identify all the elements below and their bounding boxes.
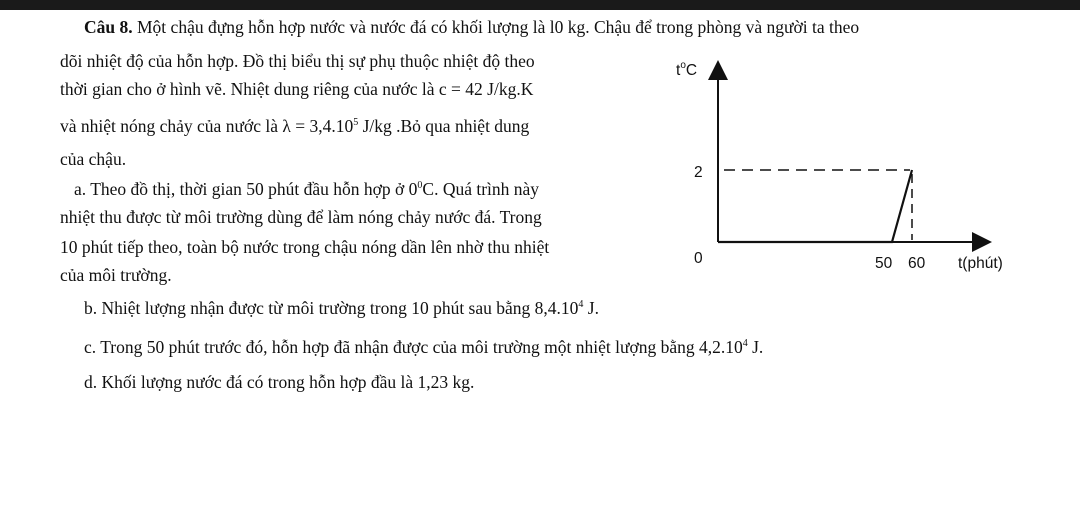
specific-heat-text: thời gian cho ở hình vẽ. Nhiệt dung riêng của nước là xyxy=(60,79,435,99)
degree-sign: 0 xyxy=(417,180,423,191)
part-c-value: 4,2.10 xyxy=(698,337,743,357)
latent-heat-exponent: 5 xyxy=(353,117,359,128)
latent-heat-text: và nhiệt nóng chảy của nước là xyxy=(60,116,278,136)
x-axis-label: t(phút) xyxy=(958,255,1003,272)
part-c-unit: J. xyxy=(752,337,764,357)
question-label: Câu 8. xyxy=(84,17,133,37)
part-a-line-1 xyxy=(74,178,539,200)
specific-heat-formula: c = 42 J/kg.K xyxy=(438,79,534,99)
part-d: d. Khối lượng nước đá có trong hỗn hợp đầu là 1,23 kg. xyxy=(84,372,475,392)
part-a-temperature: 0 xyxy=(408,179,418,199)
part-b-value: 8,4.10 xyxy=(534,298,579,318)
temperature-curve xyxy=(718,170,912,242)
latent-heat-unit: J/kg .Bỏ qua nhiệt dung xyxy=(362,116,530,136)
part-a-unit: C. Quá trình này xyxy=(422,179,540,199)
question-line-1 xyxy=(84,16,859,38)
graph-svg xyxy=(660,52,1060,282)
part-b-unit: J. xyxy=(587,298,599,318)
x-tick-60: 60 xyxy=(908,255,926,272)
part-b-text: b. Nhiệt lượng nhận được từ môi trường trong 10 phút sau bằng xyxy=(84,298,531,318)
part-c-text: c. Trong 50 phút trước đó, hỗn hợp đã nhận được của môi trường một nhiệt lượng bằng xyxy=(84,337,695,357)
temperature-time-graph xyxy=(660,52,1060,282)
part-a-line-3: 10 phút tiếp theo, toàn bộ nước trong chậu nóng dần lên nhờ thu nhiệt xyxy=(60,237,550,257)
question-line-4 xyxy=(60,115,529,137)
latent-heat-formula: λ = 3,4.10 xyxy=(282,116,354,136)
question-line-2: dõi nhiệt độ của hỗn hợp. Đồ thị biểu thị sự phụ thuộc nhiệt độ theo xyxy=(60,51,535,71)
part-a-line-4: của môi trường. xyxy=(60,265,172,285)
question-line-5: của chậu. xyxy=(60,149,127,169)
top-bar xyxy=(0,0,1080,10)
question-intro-text: Một chậu đựng hỗn hợp nước và nước đá có khối lượng là l0 kg. Chậu để trong phòng và người ta theo xyxy=(137,17,860,37)
x-tick-50: 50 xyxy=(875,255,893,272)
y-tick-2: 2 xyxy=(694,164,703,181)
part-b-exponent: 4 xyxy=(578,299,584,310)
part-a-text: a. Theo đồ thị, thời gian 50 phút đầu hỗn hợp ở xyxy=(74,179,405,199)
part-b xyxy=(84,297,599,319)
y-axis-label: $t^oC$ xyxy=(676,60,698,79)
part-a-line-2: nhiệt thu được từ môi trường dùng để làm nóng chảy nước đá. Trong xyxy=(60,207,542,227)
part-c-exponent: 4 xyxy=(742,338,748,349)
question-line-3 xyxy=(60,78,533,100)
origin-label: 0 xyxy=(694,250,703,267)
part-c xyxy=(84,336,763,358)
